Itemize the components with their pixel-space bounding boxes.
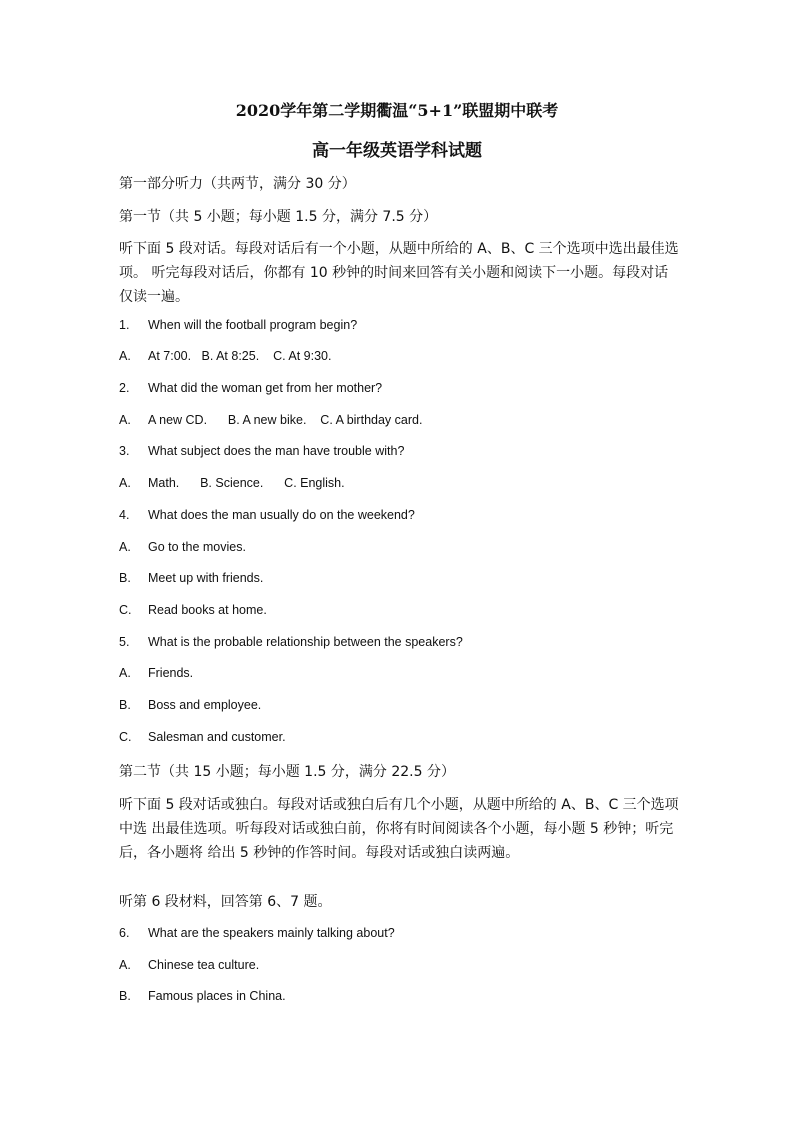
question-5-option-b xyxy=(119,698,261,712)
section2-heading: 第二节（共 15 小题；每小题 1.5 分，满分 22.5 分） xyxy=(119,764,455,780)
question-5-option-a xyxy=(119,666,193,680)
question-text: What are the speakers mainly talking about? xyxy=(148,926,395,940)
part1-heading: 第一部分听力（共两节，满分 30 分） xyxy=(119,176,356,192)
option-label: A. xyxy=(119,349,131,363)
question-3-options xyxy=(119,476,345,490)
question-6 xyxy=(119,926,395,940)
question-number: 2. xyxy=(119,381,130,395)
option-label: B. xyxy=(119,989,131,1003)
option-text: Friends. xyxy=(148,666,194,680)
question-1 xyxy=(119,318,357,332)
options-text: Math. B. Science. C. English. xyxy=(148,476,345,490)
question-4-option-c xyxy=(119,603,267,617)
question-number: 4. xyxy=(119,508,130,522)
question-4-option-b xyxy=(119,571,263,585)
exam-title: 2020学年第二学期衢温“5+1”联盟期中联考 xyxy=(235,101,559,120)
option-label: A. xyxy=(119,413,131,427)
question-3 xyxy=(119,444,404,458)
options-text: At 7:00. B. At 8:25. C. At 9:30. xyxy=(148,349,332,363)
question-4-option-a xyxy=(119,540,246,554)
question-2-options xyxy=(119,413,422,427)
option-label: B. xyxy=(119,698,131,712)
option-label: A. xyxy=(119,666,131,680)
question-number: 6. xyxy=(119,926,130,940)
option-label: A. xyxy=(119,958,131,972)
question-2 xyxy=(119,381,382,395)
option-text: Read books at home. xyxy=(148,603,267,617)
option-text: Boss and employee. xyxy=(148,698,262,712)
question-6-option-a xyxy=(119,958,259,972)
section2-instructions: 听下面 5 段对话或独白。每段对话或独白后有几个小题，从题中所给的 A、B、C 三个选项中选 出最佳选项。听每段对话或独白前，你将有时间阅读各个小题，每小题 5 秒钟；听完后，各小题将 给出 5 秒钟的作答时间。每段对话或独白读两遍。 xyxy=(119,797,679,861)
material-6-instruction: 听第 6 段材料，回答第 6、7 题。 xyxy=(119,894,332,910)
question-number: 5. xyxy=(119,635,130,649)
exam-subtitle: 高一年级英语学科试题 xyxy=(312,141,482,161)
question-number: 1. xyxy=(119,318,130,332)
option-text: Chinese tea culture. xyxy=(148,958,260,972)
option-text: Famous places in China. xyxy=(148,989,286,1003)
question-text: When will the football program begin? xyxy=(148,318,358,332)
question-text: What did the woman get from her mother? xyxy=(148,381,383,395)
section1-heading: 第一节（共 5 小题；每小题 1.5 分，满分 7.5 分） xyxy=(119,209,438,225)
option-label: C. xyxy=(119,730,132,744)
question-5-option-c xyxy=(119,730,286,744)
question-text: What does the man usually do on the weekend? xyxy=(148,508,415,522)
question-4 xyxy=(119,508,415,522)
option-label: B. xyxy=(119,571,131,585)
question-number: 3. xyxy=(119,444,130,458)
section1-instructions: 听下面 5 段对话。每段对话后有一个小题，从题中所给的 A、B、C 三个选项中选出最佳选项。 听完每段对话后，你都有 10 秒钟的时间来回答有关小题和阅读下一小题。每段对话仅读一遍。 xyxy=(119,241,679,305)
question-1-options xyxy=(119,349,331,363)
question-6-option-b xyxy=(119,989,286,1003)
option-text: Go to the movies. xyxy=(148,540,246,554)
option-label: C. xyxy=(119,603,132,617)
question-text: What subject does the man have trouble with? xyxy=(148,444,405,458)
option-text: Salesman and customer. xyxy=(148,730,286,744)
question-text: What is the probable relationship between the speakers? xyxy=(148,635,463,649)
option-label: A. xyxy=(119,476,131,490)
question-5 xyxy=(119,635,463,649)
option-text: Meet up with friends. xyxy=(148,571,264,585)
option-label: A. xyxy=(119,540,131,554)
options-text: A new CD. B. A new bike. C. A birthday card. xyxy=(148,413,423,427)
